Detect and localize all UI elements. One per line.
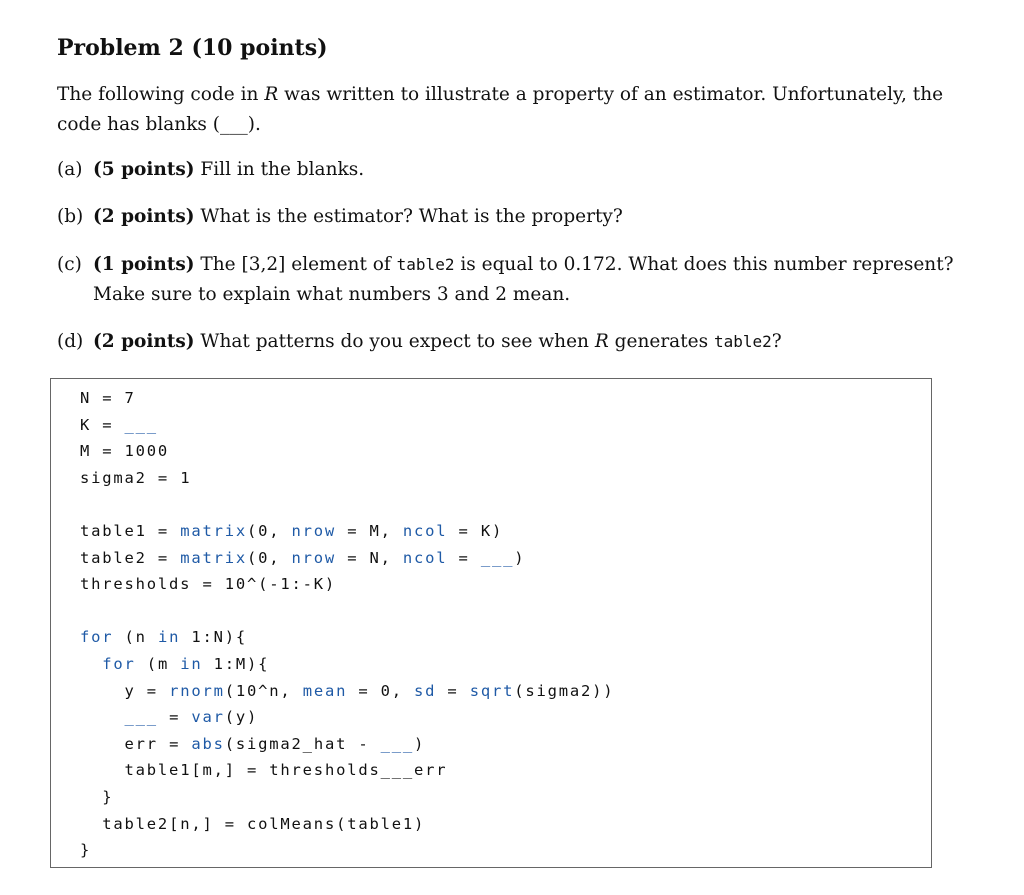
code-line: thresholds = 10^(-1:-K) [80,575,337,594]
problem-intro: The following code in R was written to illustrate a property of an estimator. Unfortunately, the code has blanks (___). [57,84,944,135]
code-listing [80,385,614,864]
code-line: for (m in 1:M){ [102,654,270,673]
code-line: } [80,841,92,860]
code-line: err = abs(sigma2_hat - ___) [124,734,426,753]
code-line: ___ = var(y) [124,708,259,727]
question-a: (a) (5 points) Fill in the blanks. [57,159,365,180]
code-line: table1 = matrix(0, nrow = M, ncol = K) [80,521,504,540]
code-line: table2 = matrix(0, nrow = N, ncol = ___) [80,548,526,567]
question-b: (b) (2 points) What is the estimator? What is the property? [57,206,623,227]
code-line: table1[m,] = thresholds___err [124,761,448,780]
code-line: y = rnorm(10^n, mean = 0, sd = sqrt(sigma2)) [124,681,615,700]
code-line: N = 7 [80,389,136,407]
code-line: K = ___ [80,415,158,434]
code-line: sigma2 = 1 [80,468,192,487]
code-line: } [80,787,114,806]
problem-title: Problem 2 (10 points) [57,35,328,61]
code-line: M = 1000 [80,442,170,461]
question-c: (c) (1 points) The [3,2] element of table2 is equal to 0.172. What does this number represent? Make sure to explain what numbers 3 and 2 mean. [57,254,954,305]
code-line: table2[n,] = colMeans(table1) [102,814,426,833]
code-line: for (n in 1:N){ [80,628,248,647]
code-block [50,378,932,868]
question-d: (d) (2 points) What patterns do you expect to see when R generates table2? [57,331,782,352]
